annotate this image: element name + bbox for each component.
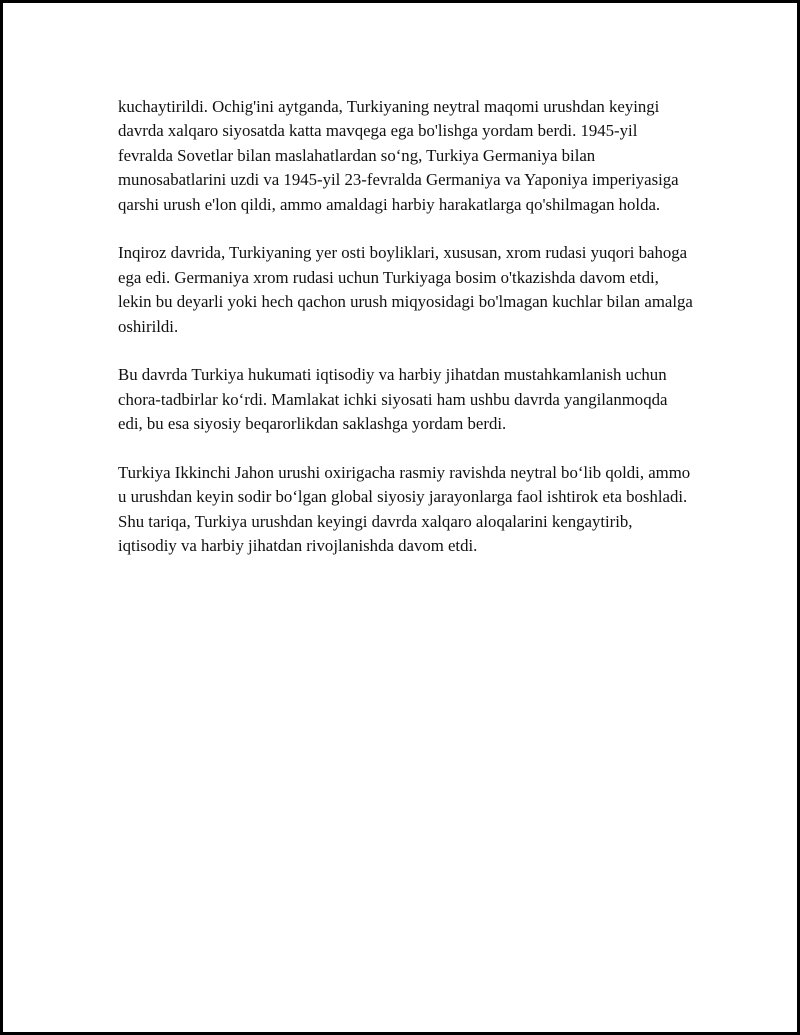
paragraph-4: Turkiya Ikkinchi Jahon urushi oxirigacha rasmiy ravishda neytral bo‘lib qoldi, ammo u urushdan keyin sodir bo‘lgan global siyosiy jarayonlarga faol ishtirok eta boshladi. Shu tariqa, Turkiya urushdan keyingi davrda xalqaro aloqalarini kengaytirib, iqtisodiy va harbiy jihatdan rivojlanishda davom etdi. [118, 463, 691, 556]
paragraph-2: Inqiroz davrida, Turkiyaning yer osti boyliklari, xususan, xrom rudasi yuqori bahoga ega edi. Germaniya xrom rudasi uchun Turkiyaga bosim o'tkazishda davom etdi, lekin bu deyarli yoki hech qachon urush miqyosidagi bo'lmagan kuchlar bilan amalga oshirildi. [118, 243, 693, 336]
paragraph-1: kuchaytirildi. Ochig'ini aytganda, Turkiyaning neytral maqomi urushdan keyingi davrda xalqaro siyosatda katta mavqega ega bo'lishga yordam berdi. 1945-yil fevralda Sovetlar bilan maslahatlardan so‘ng, Turkiya Germaniya bilan munosabatlarini uzdi va 1945-yil 23-fevralda Germaniya va Yaponiya imperiyasiga qarshi urush e'lon qildi, ammo amaldagi harbiy harakatlarga qo'shilmagan holda. [118, 97, 679, 214]
paragraph-3: Bu davrda Turkiya hukumati iqtisodiy va harbiy jihatdan mustahkamlanish uchun chora-tadbirlar ko‘rdi. Mamlakat ichki siyosati ham ushbu davrda yangilanmoqda edi, bu esa siyosiy beqarorlikdan saklashga yordam berdi. [118, 365, 668, 434]
document-body [118, 95, 693, 583]
